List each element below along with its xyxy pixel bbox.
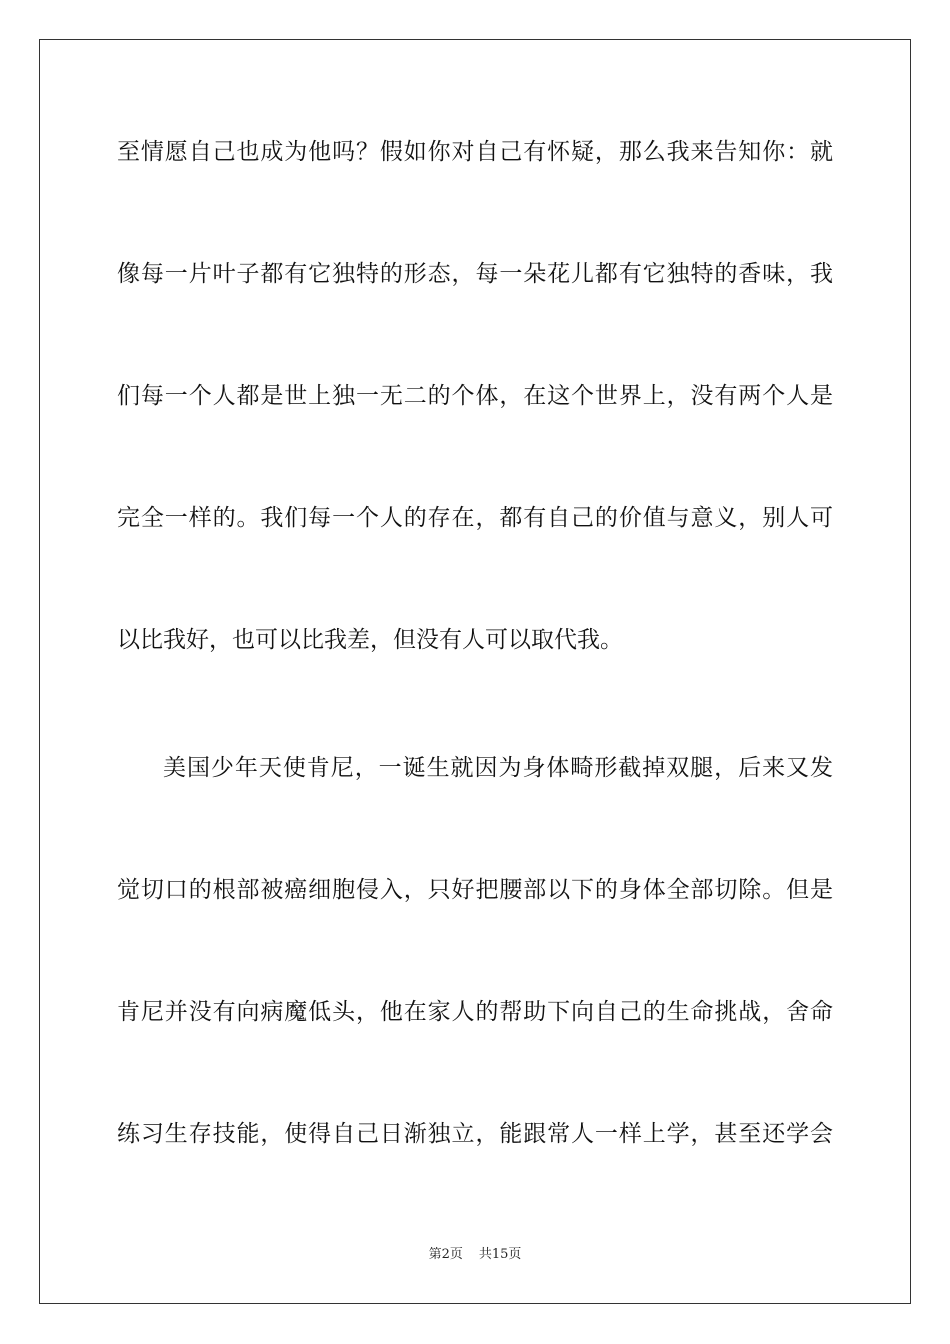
paragraph-line-7: 觉切口的根部被癌细胞侵入，只好把腰部以下的身体全部切除。但是: [117, 877, 833, 903]
paragraph-line-9: 练习生存技能，使得自己日渐独立，能跟常人一样上学，甚至还学会: [117, 1121, 833, 1147]
paragraph-line-5: 以比我好，也可以比我差，但没有人可以取代我。: [117, 627, 623, 653]
paragraph-line-3: 们每一个人都是世上独一无二的个体，在这个世界上，没有两个人是: [117, 383, 833, 409]
paragraph-line-8: 肯尼并没有向病魔低头，他在家人的帮助下向自己的生命挑战，舍命: [117, 999, 833, 1025]
paragraph-line-6: 美国少年天使肯尼，一诞生就因为身体畸形截掉双腿，后来又发: [163, 755, 833, 781]
paragraph-line-4: 完全一样的。我们每一个人的存在，都有自己的价值与意义，别人可: [117, 505, 833, 531]
page-total: 共15页: [478, 1247, 522, 1262]
paragraph-line-2: 像每一片叶子都有它独特的形态，每一朵花儿都有它独特的香味，我: [117, 261, 833, 287]
paragraph-line-1: 至情愿自己也成为他吗？假如你对自己有怀疑，那么我来告知你：就: [117, 139, 833, 165]
page-number: 第2页: [428, 1247, 463, 1262]
page-footer: [0, 1245, 950, 1265]
